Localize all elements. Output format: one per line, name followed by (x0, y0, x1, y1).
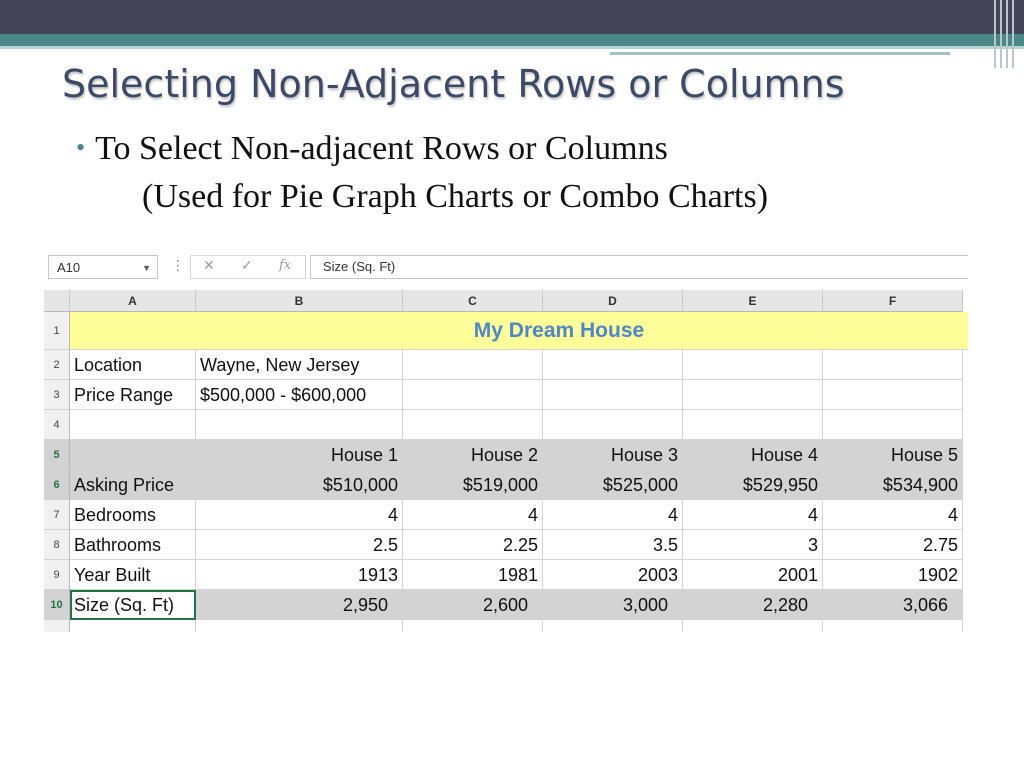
cell-d4[interactable] (543, 410, 683, 440)
row-header-7[interactable]: 7 (44, 500, 70, 530)
cell-e9[interactable]: 2001 (683, 560, 823, 590)
slide-teal-line (0, 46, 1024, 49)
column-header-e[interactable]: E (683, 290, 823, 312)
row-header-6[interactable]: 6 (44, 470, 70, 500)
formula-bar-buttons (190, 255, 306, 279)
cell-d5[interactable]: House 3 (543, 440, 683, 470)
name-box[interactable] (48, 255, 158, 279)
cell-d10[interactable]: 3,000 (543, 590, 683, 620)
column-header-f[interactable]: F (823, 290, 963, 312)
cell-b8[interactable]: 2.5 (196, 530, 403, 560)
cell-a10[interactable]: Size (Sq. Ft) (70, 590, 196, 620)
column-header-c[interactable]: C (403, 290, 543, 312)
cell-d8[interactable]: 3.5 (543, 530, 683, 560)
cell-d2[interactable] (543, 350, 683, 380)
cell-e6[interactable]: $529,950 (683, 470, 823, 500)
formula-bar-grip-icon: ⋮ (171, 258, 185, 274)
cell-f5[interactable]: House 5 (823, 440, 963, 470)
cell-c10[interactable]: 2,600 (403, 590, 543, 620)
cell-e4[interactable] (683, 410, 823, 440)
cell-f3[interactable] (823, 380, 963, 410)
cell-b3[interactable]: $500,000 - $600,000 (196, 380, 403, 410)
cell-e3[interactable] (683, 380, 823, 410)
cell-a5[interactable] (70, 440, 196, 470)
bullet-main (76, 130, 668, 168)
row-header-9[interactable]: 9 (44, 560, 70, 590)
cell-c-next[interactable] (403, 620, 543, 632)
dropdown-arrow-icon[interactable]: ▼ (142, 263, 151, 273)
column-header-a[interactable]: A (70, 290, 196, 312)
cell-d9[interactable]: 2003 (543, 560, 683, 590)
row-header-next[interactable] (44, 620, 70, 632)
cell-b-next[interactable] (196, 620, 403, 632)
formula-input[interactable]: Size (Sq. Ft) (310, 255, 968, 279)
cell-d3[interactable] (543, 380, 683, 410)
enter-check-icon[interactable]: ✓ (241, 258, 253, 274)
bullet-main-text: To Select Non-adjacent Rows or Columns (95, 130, 668, 167)
cell-c3[interactable] (403, 380, 543, 410)
column-header-d[interactable]: D (543, 290, 683, 312)
row-header-8[interactable]: 8 (44, 530, 70, 560)
cell-b7[interactable]: 4 (196, 500, 403, 530)
cell-f-next[interactable] (823, 620, 963, 632)
cell-b6[interactable]: $510,000 (196, 470, 403, 500)
cell-a7[interactable]: Bedrooms (70, 500, 196, 530)
column-header-b[interactable]: B (196, 290, 403, 312)
cell-c5[interactable]: House 2 (403, 440, 543, 470)
cell-a9[interactable]: Year Built (70, 560, 196, 590)
cell-f2[interactable] (823, 350, 963, 380)
row-header-3[interactable]: 3 (44, 380, 70, 410)
spreadsheet-grid[interactable] (44, 290, 968, 632)
cell-b4[interactable] (196, 410, 403, 440)
cell-a-next[interactable] (70, 620, 196, 632)
cell-f7[interactable]: 4 (823, 500, 963, 530)
cancel-icon[interactable]: ✕ (203, 258, 215, 274)
cell-c2[interactable] (403, 350, 543, 380)
cell-f6[interactable]: $534,900 (823, 470, 963, 500)
cell-d7[interactable]: 4 (543, 500, 683, 530)
cell-b5[interactable]: House 1 (196, 440, 403, 470)
cell-e8[interactable]: 3 (683, 530, 823, 560)
select-all-corner[interactable] (44, 290, 70, 312)
cell-b10[interactable]: 2,950 (196, 590, 403, 620)
cell-f9[interactable]: 1902 (823, 560, 963, 590)
slide-teal-accent-line (610, 52, 950, 55)
cell-c9[interactable]: 1981 (403, 560, 543, 590)
slide-teal-band (0, 34, 1024, 46)
cell-a4[interactable] (70, 410, 196, 440)
cell-c7[interactable]: 4 (403, 500, 543, 530)
cell-f10[interactable]: 3,066 (823, 590, 963, 620)
cell-a8[interactable]: Bathrooms (70, 530, 196, 560)
row-header-10[interactable]: 10 (44, 590, 70, 620)
cell-e5[interactable]: House 4 (683, 440, 823, 470)
insert-function-icon[interactable]: fx (279, 258, 292, 273)
row-header-5[interactable]: 5 (44, 440, 70, 470)
cell-a6[interactable]: Asking Price (70, 470, 196, 500)
slide-title: Selecting Non-Adjacent Rows or Columns (62, 62, 845, 106)
row-header-2[interactable]: 2 (44, 350, 70, 380)
formula-bar (44, 248, 968, 288)
slide-top-band (0, 0, 1024, 34)
cell-b2[interactable]: Wayne, New Jersey (196, 350, 403, 380)
cell-a3[interactable]: Price Range (70, 380, 196, 410)
row-header-4[interactable]: 4 (44, 410, 70, 440)
cell-d-next[interactable] (543, 620, 683, 632)
row-header-1[interactable]: 1 (44, 312, 70, 350)
cell-f8[interactable]: 2.75 (823, 530, 963, 560)
merged-title-cell[interactable]: My Dream House (70, 312, 968, 350)
cell-e-next[interactable] (683, 620, 823, 632)
name-box-value: A10 (57, 260, 81, 275)
cell-a2[interactable]: Location (70, 350, 196, 380)
cell-c6[interactable]: $519,000 (403, 470, 543, 500)
bullet-sub-text: (Used for Pie Graph Charts or Combo Charts) (142, 178, 769, 215)
cell-c4[interactable] (403, 410, 543, 440)
cell-e10[interactable]: 2,280 (683, 590, 823, 620)
excel-screenshot (44, 248, 968, 632)
cell-c8[interactable]: 2.25 (403, 530, 543, 560)
cell-e2[interactable] (683, 350, 823, 380)
cell-b9[interactable]: 1913 (196, 560, 403, 590)
cell-f4[interactable] (823, 410, 963, 440)
bullet-dot: • (76, 133, 86, 162)
slide-corner-stripes (994, 0, 1018, 68)
cell-e7[interactable]: 4 (683, 500, 823, 530)
cell-d6[interactable]: $525,000 (543, 470, 683, 500)
